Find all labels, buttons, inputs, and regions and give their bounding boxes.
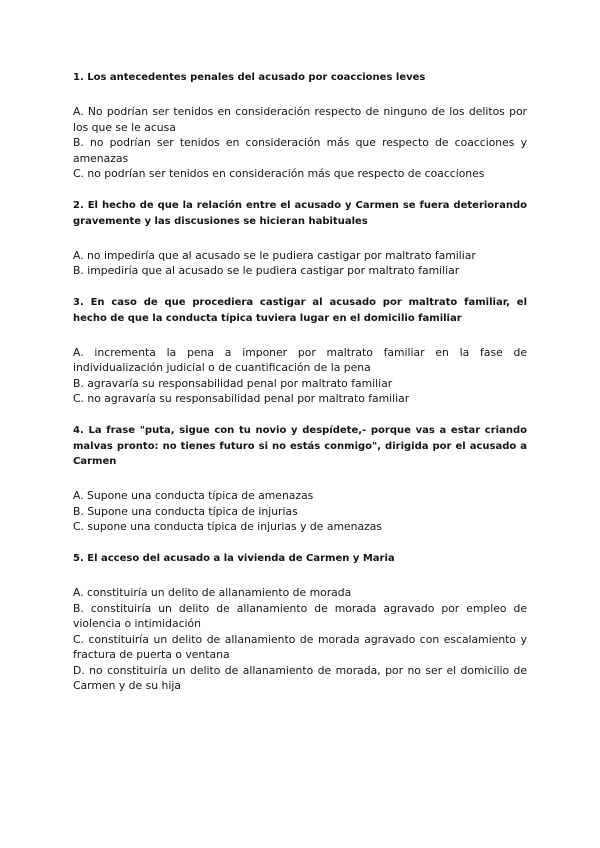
option-line: D. no constituiría un delito de allanamiento de morada, por no ser el domicilio de bbox=[73, 663, 527, 677]
option-d bbox=[73, 663, 527, 694]
option-line: Carmen y de su hija bbox=[73, 679, 181, 692]
option-b bbox=[73, 135, 527, 166]
question-title-line: 5. El acceso del acusado a la vivienda de Carmen y Maria bbox=[73, 553, 395, 564]
question-title-line: malvas pronto: no tienes futuro si no estás conmigo", dirigida por el acusado a bbox=[73, 440, 527, 452]
question-title-line: 2. El hecho de que la relación entre el acusado y Carmen se fuera deteriorando bbox=[73, 200, 527, 211]
option-line: B. Supone una conducta típica de injurias bbox=[73, 504, 298, 518]
option-c bbox=[73, 519, 527, 535]
option-a bbox=[73, 104, 527, 135]
question-title-line: 1. Los antecedentes penales del acusado por coacciones leves bbox=[73, 72, 426, 83]
question-1 bbox=[73, 70, 527, 182]
option-b bbox=[73, 376, 527, 392]
question-list bbox=[73, 70, 527, 694]
option-line: individualización judicial o de cuantificación de la pena bbox=[73, 361, 371, 374]
option-line: A. No podrían ser tenidos en consideración respecto de ninguno de los delitos por bbox=[73, 105, 527, 118]
option-line: los que se le acusa bbox=[73, 120, 176, 134]
question-4 bbox=[73, 423, 527, 535]
option-line: A. constituiría un delito de allanamiento de morada bbox=[73, 586, 352, 599]
question-title-line: gravemente y las discusiones se hicieran habituales bbox=[73, 215, 368, 227]
question-title bbox=[73, 295, 527, 326]
question-title bbox=[73, 423, 527, 470]
option-line: B. no podrían ser tenidos en consideración más que respecto de coacciones y bbox=[73, 136, 527, 149]
option-line: B. agravaría su responsabilidad penal por maltrato familiar bbox=[73, 376, 393, 390]
option-line: B. constituiría un delito de allanamiento de morada agravado por empleo de bbox=[73, 601, 527, 615]
option-c bbox=[73, 632, 527, 663]
question-5 bbox=[73, 551, 527, 694]
question-title-line: hecho de que la conducta típica tuviera lugar en el domicilio familiar bbox=[73, 312, 462, 324]
question-title bbox=[73, 70, 527, 86]
option-b bbox=[73, 601, 527, 632]
question-3 bbox=[73, 295, 527, 407]
question-title bbox=[73, 198, 527, 229]
question-title-line: 3. En caso de que procediera castigar al acusado por maltrato familiar, el bbox=[73, 297, 527, 308]
question-title bbox=[73, 551, 527, 567]
option-line: A. Supone una conducta típica de amenazas bbox=[73, 489, 314, 502]
question-2 bbox=[73, 198, 527, 279]
option-line: A. no impediría que al acusado se le pudiera castigar por maltrato familiar bbox=[73, 248, 476, 262]
option-line: C. constituiría un delito de allanamiento de morada agravado con escalamiento y bbox=[73, 632, 527, 646]
option-a bbox=[73, 248, 527, 264]
option-line: B. impediría que al acusado se le pudiera castigar por maltrato familiar bbox=[73, 264, 460, 277]
option-line: amenazas bbox=[73, 151, 129, 165]
question-title-line: 4. La frase "puta, sigue con tu novio y despídete,- porque vas a estar criando bbox=[73, 425, 527, 436]
option-line: A. incrementa la pena a imponer por maltrato familiar en la fase de bbox=[73, 345, 527, 359]
option-line: C. supone una conducta típica de injurias y de amenazas bbox=[73, 520, 382, 533]
option-line: C. no podrían ser tenidos en consideración más que respecto de coacciones bbox=[73, 167, 485, 180]
option-b bbox=[73, 504, 527, 520]
option-line: violencia o intimidación bbox=[73, 617, 201, 630]
option-c bbox=[73, 391, 527, 407]
option-a bbox=[73, 585, 527, 601]
option-line: C. no agravaría su responsabilidad penal por maltrato familiar bbox=[73, 392, 410, 405]
option-line: fractura de puerta o ventana bbox=[73, 648, 230, 661]
question-title-line: Carmen bbox=[73, 456, 117, 467]
option-a bbox=[73, 488, 527, 504]
option-a bbox=[73, 345, 527, 376]
option-b bbox=[73, 263, 527, 279]
option-c bbox=[73, 166, 527, 182]
